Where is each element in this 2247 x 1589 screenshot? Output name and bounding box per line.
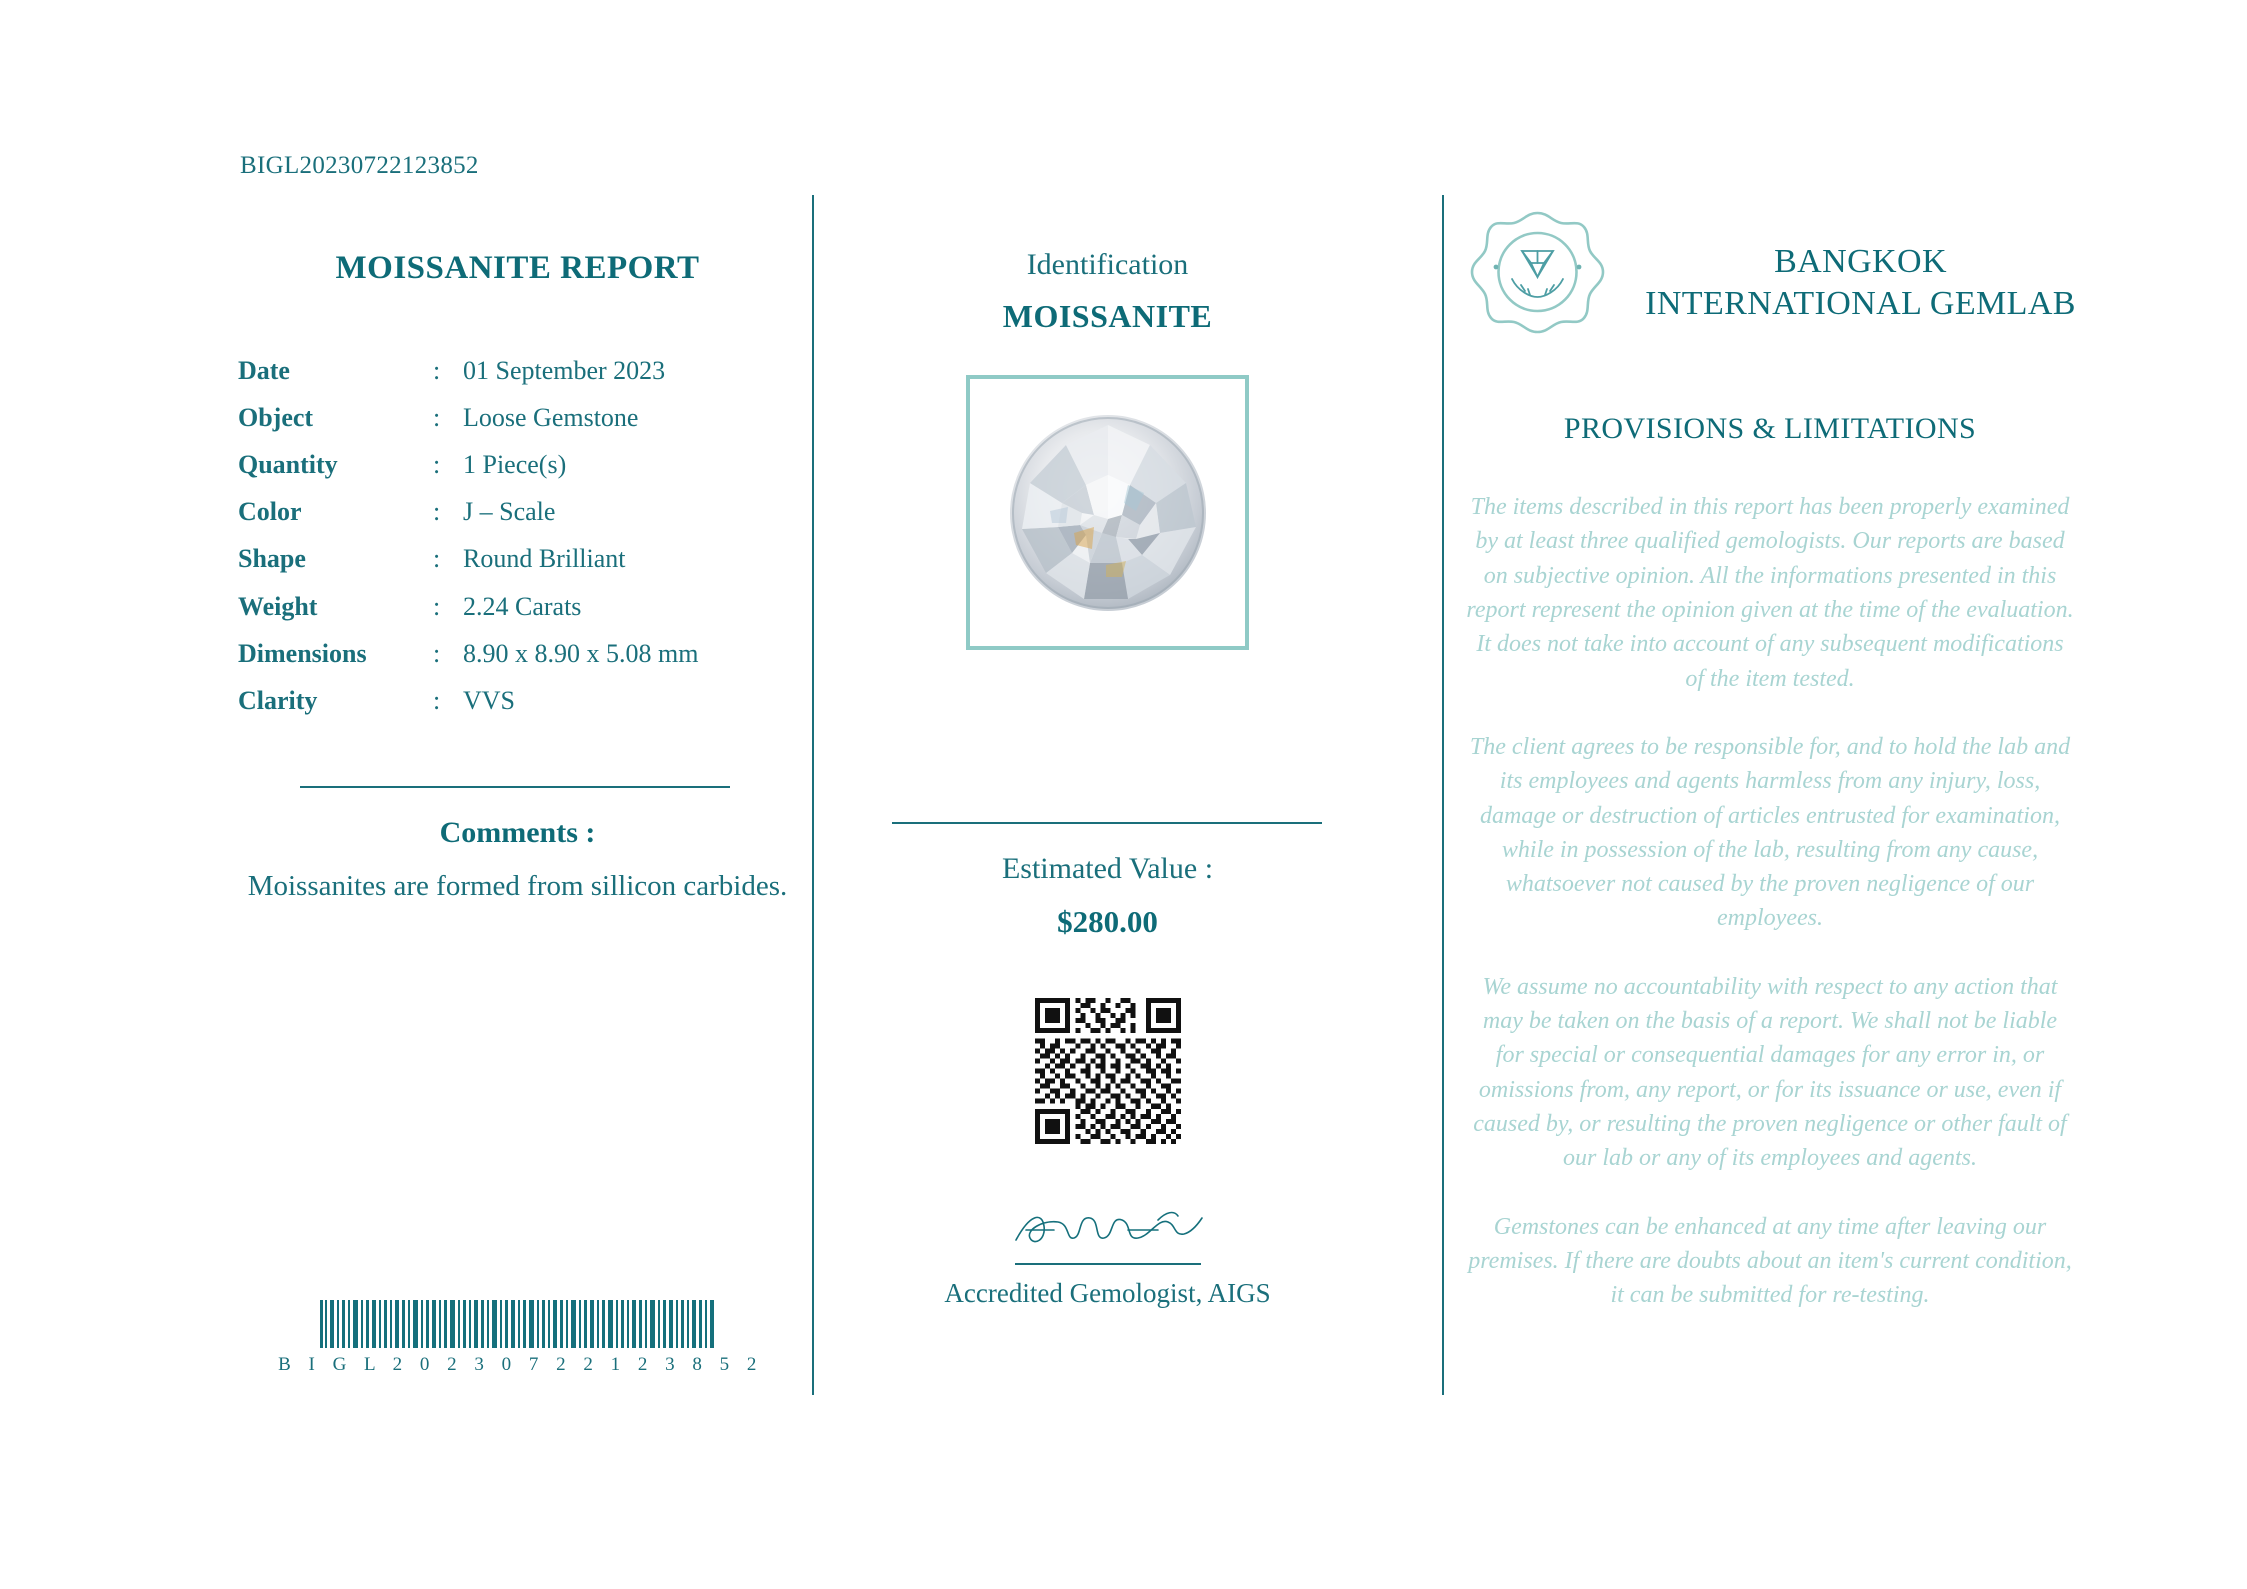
spec-colon: : [433,356,441,385]
estimated-value-label: Estimated Value : [1001,852,1214,885]
spec-label-weight: Weight [238,591,318,621]
spec-value-quantity: 1 Piece(s) [463,450,567,480]
spec-value-clarity: VVS [463,685,516,715]
qr-code-icon[interactable] [1035,998,1181,1144]
column-divider-right [1442,195,1444,1395]
spec-value-weight: 2.24 Carats [463,591,582,621]
spec-colon: : [433,497,441,527]
provisions-paragraph-2: The client agrees to be responsible for, and to hold the lab and its employees and agents harmless from any injury, loss, damage or destruction of articles entrusted for examination, while in possession of the lab, resulting from any cause, whatsoever not caused by the proven negligence of our employees. [1469,733,2071,932]
gem-photo-frame [966,375,1249,650]
round-brilliant-diamond-icon [1010,415,1206,611]
estimated-value: $280.00 [1057,904,1158,939]
spec-colon: : [433,403,441,433]
provisions-paragraph-1: The items described in this report has been properly examined by at least three qualified gemologists. Our reports are based on subjective opinion. All the informations presented in this report represent the opinion given at the time of the evaluation. It does not take into account of any subsequent modifications of the item tested. [1466,494,2074,692]
spec-colon: : [433,450,441,480]
table-row [238,488,698,535]
spec-label-shape: Shape [238,544,306,574]
section-divider [300,786,730,788]
identification-value: MOISSANITE [1002,298,1213,334]
signature-caption: Accredited Gemologist, AIGS [944,1278,1271,1308]
barcode-text: B I G L 2 0 2 3 0 7 2 2 1 2 3 8 5 2 [278,1354,763,1375]
table-row [238,535,698,582]
spec-colon: : [433,591,441,621]
signature-icon [1008,1200,1208,1258]
spec-colon: : [433,685,441,715]
spec-label-date: Date [238,356,290,385]
signature-line [1015,1263,1201,1265]
gemstone-image [1010,415,1206,611]
spec-label-quantity: Quantity [238,450,338,480]
identification-label: Identification [1026,248,1189,281]
column-divider-left [812,195,814,1395]
table-row [238,347,698,394]
table-row [238,441,698,488]
table-row [238,394,698,441]
provisions-title: PROVISIONS & LIMITATIONS [1563,412,1977,445]
specifications-table [238,347,698,724]
provisions-paragraph-3: We assume no accountability with respect to any action that may be taken on the basis of a report. We shall not be liable for special or consequential damages for any error in, or omissions from, any report, or for its issuance or use, even if caused by, or resulting the proven negligence or other fault of our lab or any of its employees and agents. [1473,973,2067,1172]
middle-column [820,195,1395,1395]
spec-value-object: Loose Gemstone [463,403,639,433]
report-title: MOISSANITE REPORT [335,250,700,286]
right-column [1460,195,2080,1395]
spec-label-object: Object [238,403,314,433]
spec-value-shape: Round Brilliant [463,544,626,574]
provisions-paragraph-4: Gemstones can be enhanced at any time after leaving our premises. If there are doubts about an item's current condition, it can be submitted for re-testing. [1468,1213,2072,1309]
spec-label-dimensions: Dimensions [238,638,367,668]
spec-colon: : [433,638,441,668]
comments-body: Moissanites are formed from sillicon carbides. [247,869,788,902]
left-column [230,195,805,1395]
comments-title: Comments : [439,815,596,849]
table-row [238,583,698,630]
brand-header [1460,205,2080,360]
barcode-block [230,1300,805,1376]
spec-label-color: Color [238,497,302,527]
spec-value-dimensions: 8.90 x 8.90 x 5.08 mm [463,638,699,668]
spec-colon: : [433,544,441,574]
section-divider [892,822,1322,824]
gemlab-logo-icon [1460,205,1615,360]
spec-value-date: 01 September 2023 [463,356,666,385]
signature-block [820,1200,1395,1309]
qr-code-block[interactable] [1035,998,1181,1144]
barcode-icon [318,1300,718,1348]
spec-label-clarity: Clarity [238,685,318,715]
report-id: BIGL20230722123852 [240,152,479,179]
table-row [238,630,698,677]
spec-value-color: J – Scale [463,497,556,527]
table-row [238,677,698,724]
brand-name: BANGKOK INTERNATIONAL GEMLAB [1645,243,2076,322]
